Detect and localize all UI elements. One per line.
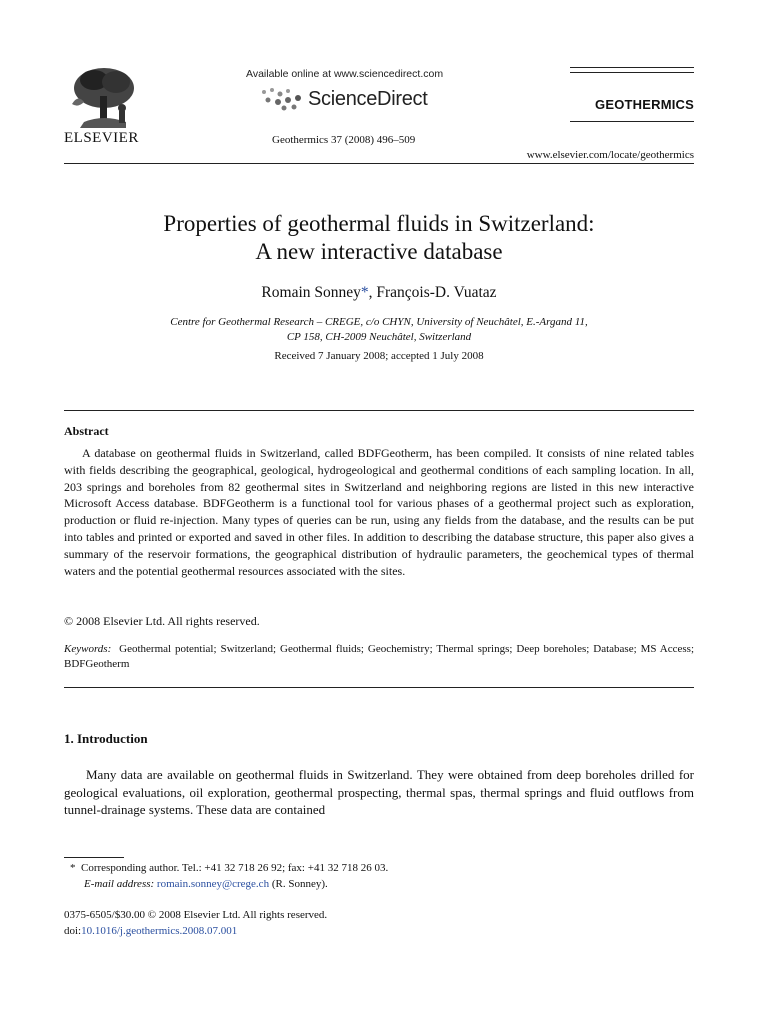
email-label: E-mail address: <box>84 878 155 890</box>
journal-url-link[interactable]: www.elsevier.com/locate/geothermics <box>526 149 694 161</box>
elsevier-wordmark: ELSEVIER <box>64 130 139 146</box>
introduction-body <box>64 766 694 819</box>
keywords-label: Keywords: <box>64 643 112 655</box>
abstract-copyright: © 2008 Elsevier Ltd. All rights reserved. <box>64 614 260 628</box>
header-divider <box>64 163 694 164</box>
title-line-1: Properties of geothermal fluids in Switzerland: <box>163 211 595 236</box>
introduction-paragraph: Many data are available on geothermal fluids in Switzerland. They were obtained from deep boreholes drilled for geological evaluations, oil exploration, geothermal prospecting, thermal spas, thermal springs and fluid outflows from tunnel-drainage systems. These data are contained <box>64 767 694 817</box>
sciencedirect-dots-icon <box>258 86 304 112</box>
affiliation <box>64 315 694 345</box>
sciencedirect-wordmark: ScienceDirect <box>308 87 428 110</box>
doi-line <box>64 925 237 937</box>
footnote-mark: * <box>70 862 76 874</box>
author-separator: , <box>368 284 377 301</box>
doi-label: doi: <box>64 925 82 937</box>
journal-rule-bottom <box>570 121 694 122</box>
footnote-corresponding-text: Corresponding author. Tel.: +41 32 718 26 92; fax: +41 32 718 26 03. <box>81 862 389 874</box>
affiliation-line-1: Centre for Geothermal Research – CREGE, c/o CHYN, University of Neuchâtel, E.-Argand 11, <box>170 316 588 328</box>
doi-link[interactable]: 10.1016/j.geothermics.2008.07.001 <box>81 925 238 937</box>
journal-name: GEOTHERMICS <box>595 97 694 112</box>
corresponding-author-mark[interactable]: * <box>360 284 369 301</box>
abstract-text: A database on geothermal fluids in Switzerland, called BDFGeotherm, has been compiled. It consists of nine related tables with fields describing the geographical, geological, hydrogeological and geothermal conditions of each sampling location. In all, 203 springs and boreholes from 82 geothermal sites in Switzerland and neighboring regions are listed in this new interactive Microsoft Access database. BDFGeotherm is a functional tool for various phases of a geothermal project such as exploration, production or fluid re-injection. Many types of queries can be run, using any fields from the database, and the results can be put into tables and printed or exported and saved in other files. In addition to describing the database structure, this paper also gives a summary of the reservoir formations, the geographical distribution of hydraulic parameters, the geochemical types of thermal waters and the potential geothermal resources associated with the sites. <box>64 446 694 578</box>
abstract-bottom-rule <box>64 687 694 688</box>
title-line-2: A new interactive database <box>255 239 503 264</box>
footnote-rule <box>64 857 124 858</box>
article-title <box>64 210 694 266</box>
keywords-list: Geothermal potential; Switzerland; Geothermal fluids; Geochemistry; Thermal springs; Deep boreholes; Database; MS Access; BDFGeotherm <box>64 643 695 670</box>
abstract-body <box>64 445 694 579</box>
journal-citation: Geothermics 37 (2008) 496–509 <box>272 134 416 146</box>
abstract-heading: Abstract <box>64 424 109 438</box>
author-vuataz: François-D. Vuataz <box>376 284 497 301</box>
received-dates: Received 7 January 2008; accepted 1 July 2008 <box>274 350 484 362</box>
email-suffix: (R. Sonney). <box>269 878 328 890</box>
affiliation-line-2: CP 158, CH-2009 Neuchâtel, Switzerland <box>286 331 472 343</box>
abstract-top-rule <box>64 410 694 411</box>
email-link[interactable]: romain.sonney@crege.ch <box>156 878 270 890</box>
author-sonney: Romain Sonney <box>261 284 361 301</box>
keywords <box>64 642 694 672</box>
issn-copyright-line: 0375-6505/$30.00 © 2008 Elsevier Ltd. All rights reserved. <box>64 909 328 921</box>
journal-rule-top-2 <box>570 72 694 73</box>
footnote-email <box>84 878 328 890</box>
author-list <box>64 284 694 302</box>
journal-rule-top <box>570 67 694 68</box>
section-heading-introduction: 1. Introduction <box>64 731 148 746</box>
sciencedirect-logo <box>258 84 427 114</box>
footnote-corresponding <box>70 862 388 874</box>
available-online-text: Available online at www.sciencedirect.com <box>246 68 444 80</box>
